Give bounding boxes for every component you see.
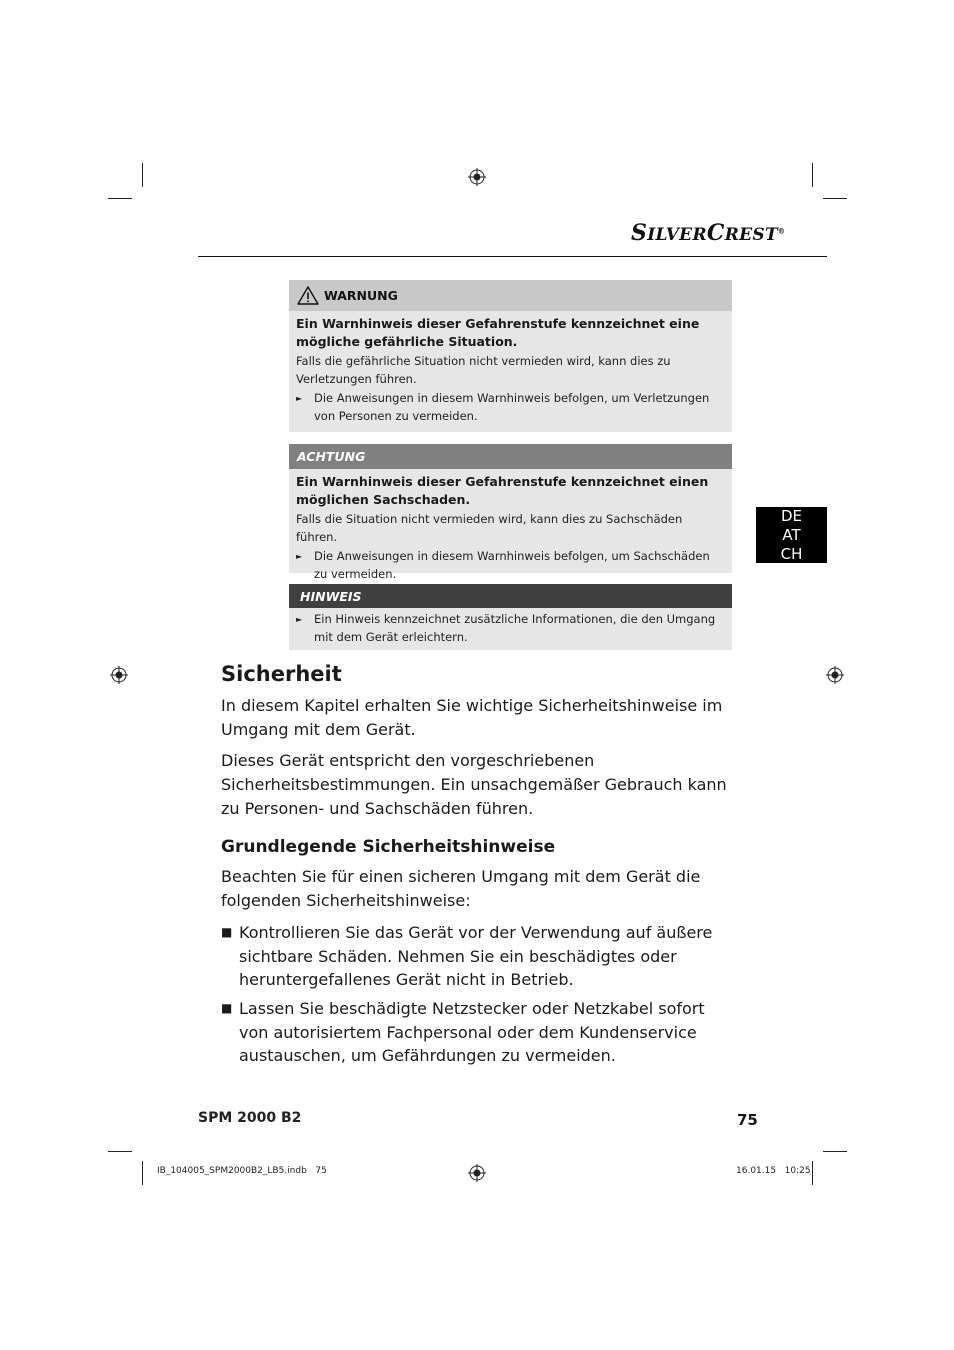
note-item: ► Ein Hinweis kennzeichnet zusätzliche Informationen, die den Umgang mit dem Gerät erleichtern. — [296, 611, 724, 646]
subsection-intro: Beachten Sie für einen sicheren Umgang mit dem Gerät die folgenden Sicherheitshinweise: — [221, 867, 701, 910]
warning-text: Falls die gefährliche Situation nicht vermieden wird, kann dies zu Verletzungen führen. — [296, 354, 671, 386]
note-notice — [289, 584, 732, 650]
warning-triangle-icon — [297, 286, 319, 305]
subsection-title: Grundlegende Sicherheitshinweise — [221, 837, 556, 857]
caution-lead: Ein Warnhinweis dieser Gefahrenstufe kennzeichnet einen möglichen Sachschaden. — [296, 474, 709, 507]
caution-header — [289, 444, 732, 469]
registration-mark-icon — [826, 666, 844, 684]
crop-mark — [108, 198, 132, 199]
bullet-square-icon: ■ — [221, 925, 233, 939]
caution-item: ► Die Anweisungen in diesem Warnhinweis befolgen, um Sachschäden zu vermeiden. — [296, 548, 724, 583]
section-title: Sicherheit — [221, 662, 342, 686]
crop-mark — [812, 163, 813, 187]
registration-mark-icon — [468, 168, 486, 186]
warning-notice — [289, 280, 732, 432]
intro-paragraph: In diesem Kapitel erhalten Sie wichtige Sicherheitshinweise im Umgang mit dem Gerät. — [221, 696, 723, 739]
bullet-square-icon: ■ — [221, 1001, 233, 1015]
warning-item: ► Die Anweisungen in diesem Warnhinweis befolgen, um Verletzungen von Personen zu vermeiden. — [296, 390, 724, 425]
note-header — [289, 584, 732, 608]
warning-header — [289, 280, 732, 311]
print-slug-file: IB_104005_SPM2000B2_LB5.indb 75 — [157, 1166, 327, 1176]
header-rule — [198, 256, 827, 257]
compliance-paragraph: Dieses Gerät entspricht den vorgeschriebenen Sicherheitsbestimmungen. Ein unsachgemäßer Gebrauch kann zu Personen- und Sachschäden führen. — [221, 751, 727, 818]
crop-mark — [108, 1151, 132, 1152]
brand-logo: SILVERCREST® — [631, 220, 786, 246]
crop-mark — [823, 1151, 847, 1152]
model-number: SPM 2000 B2 — [198, 1110, 302, 1126]
caution-title: ACHTUNG — [297, 449, 366, 464]
crop-mark — [142, 163, 143, 187]
caution-notice — [289, 444, 732, 581]
print-slug-date: 16.01.15 10:25 — [736, 1166, 811, 1176]
list-item: ■ Kontrollieren Sie das Gerät vor der Verwendung auf äußere sichtbare Schäden. Nehmen Sie ein beschädigtes oder heruntergefallenes Gerät nicht in Betrieb. — [221, 921, 736, 992]
language-tab: DE AT CH — [756, 507, 827, 563]
registration-mark-icon — [110, 666, 128, 684]
warning-title: WARNUNG — [324, 288, 398, 303]
arrow-icon: ► — [296, 615, 303, 624]
caution-text: Falls die Situation nicht vermieden wird, kann dies zu Sachschäden führen. — [296, 512, 683, 544]
arrow-icon: ► — [296, 552, 303, 561]
note-title: HINWEIS — [300, 588, 362, 604]
arrow-icon: ► — [296, 394, 303, 403]
page-number: 75 — [737, 1111, 758, 1129]
registration-mark-icon — [468, 1164, 486, 1182]
crop-mark — [142, 1161, 143, 1185]
list-item: ■ Lassen Sie beschädigte Netzstecker oder Netzkabel sofort von autorisiertem Fachpersonal oder dem Kundenservice austauschen, um Gefährdungen zu vermeiden. — [221, 997, 736, 1068]
warning-lead: Ein Warnhinweis dieser Gefahrenstufe kennzeichnet eine mögliche gefährliche Situation. — [296, 316, 700, 349]
crop-mark — [812, 1161, 813, 1185]
crop-mark — [823, 198, 847, 199]
